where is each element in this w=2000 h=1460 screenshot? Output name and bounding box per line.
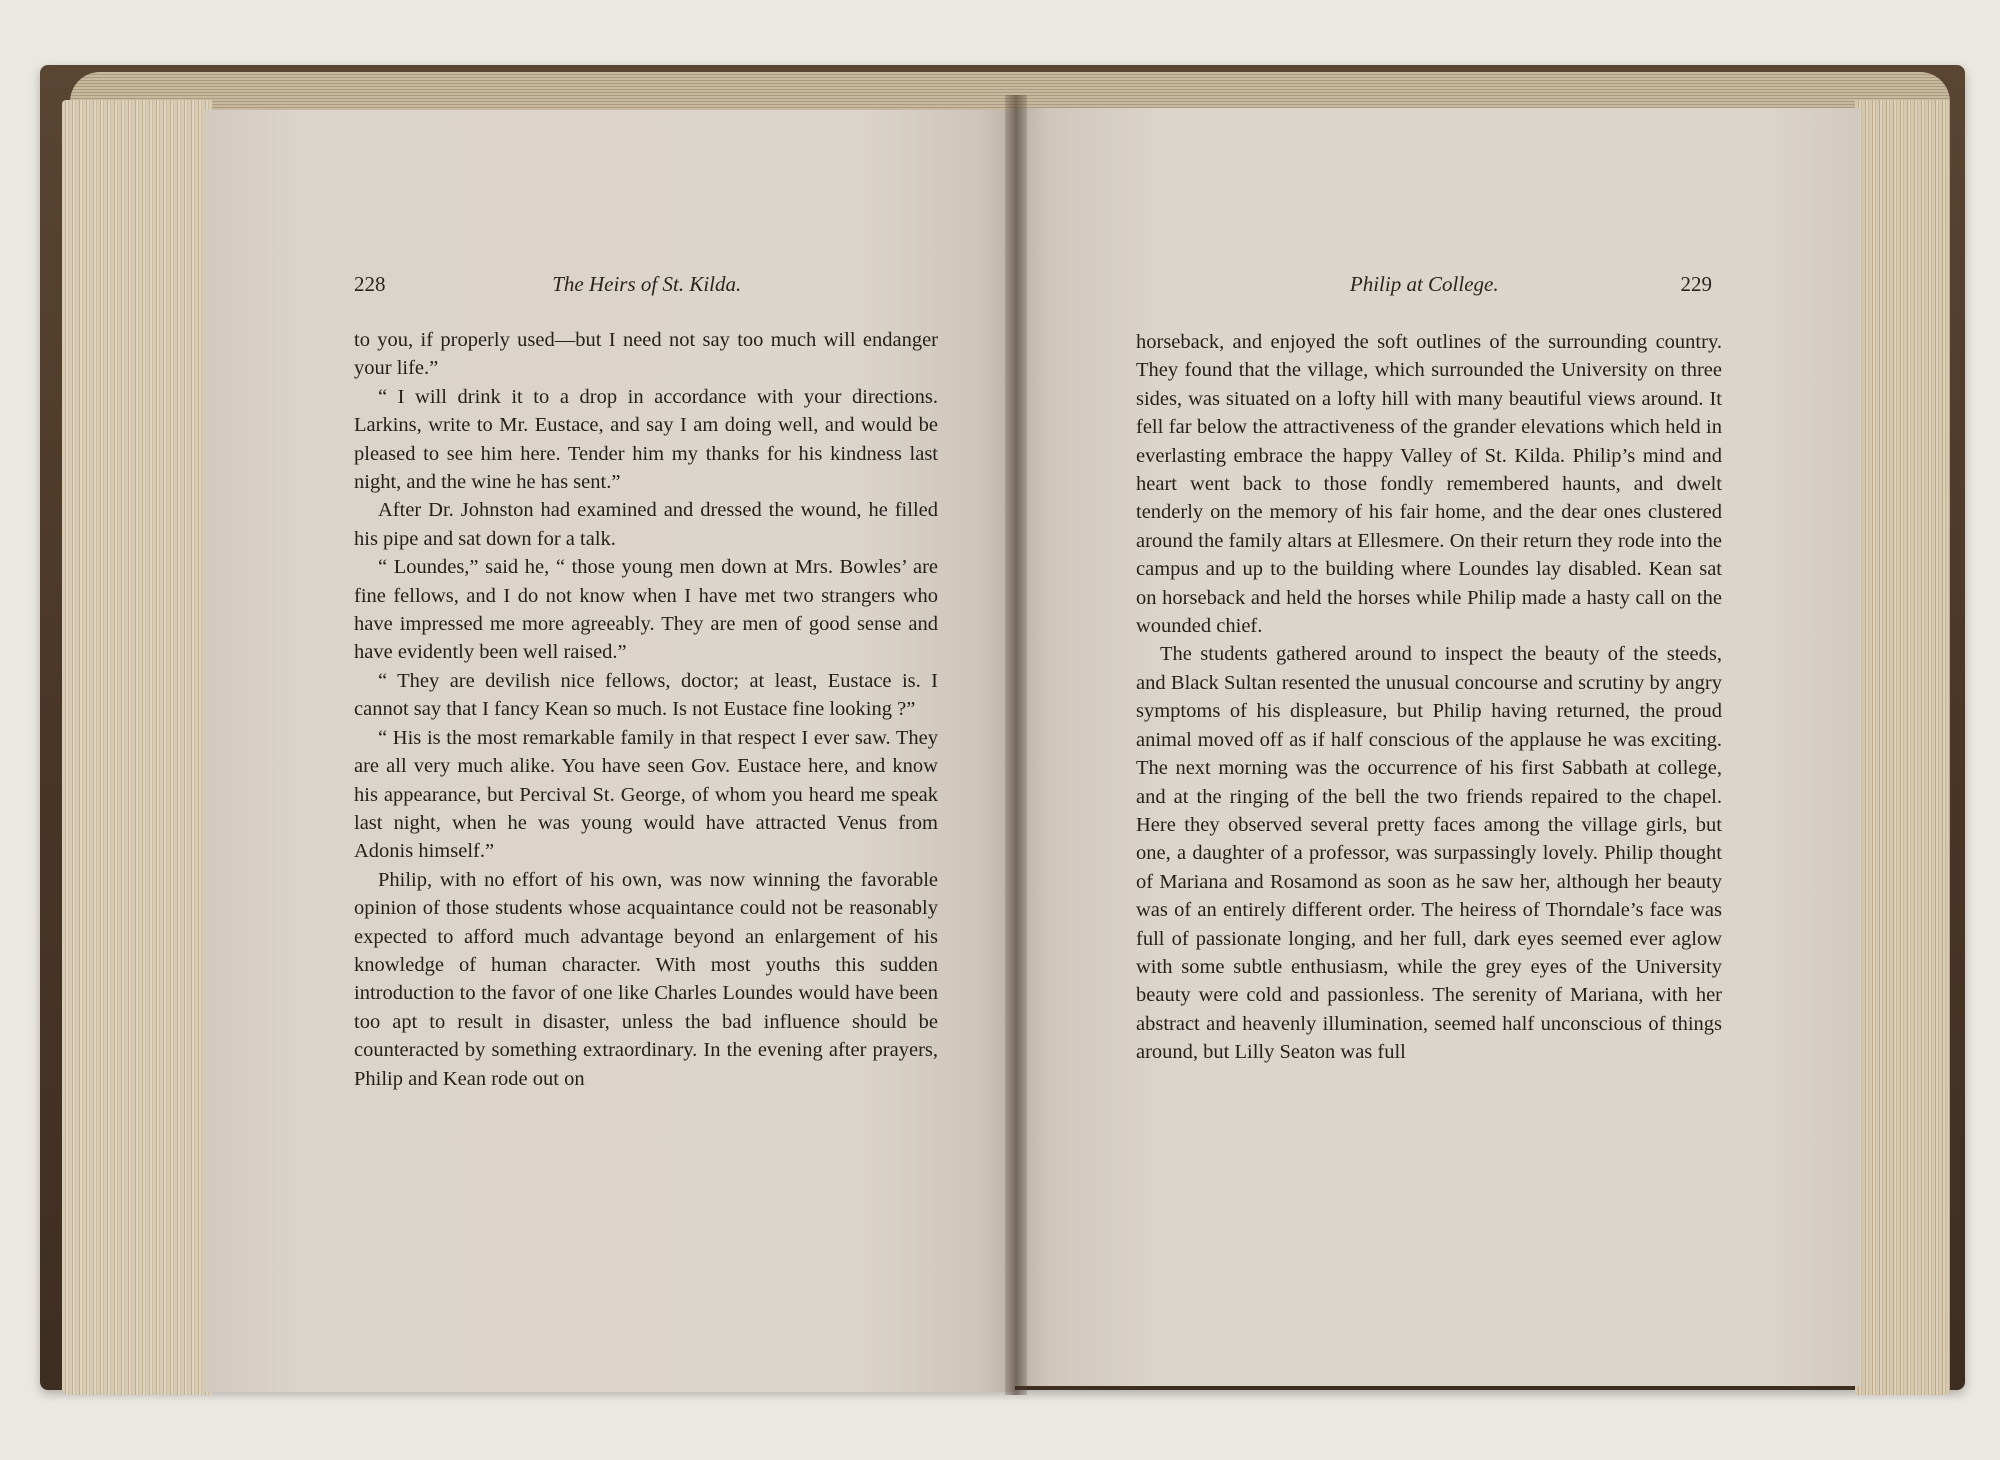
page-edges-right	[1855, 100, 1950, 1395]
right-running-title: Philip at College.	[1349, 272, 1499, 296]
right-page-text	[1136, 328, 1722, 1067]
left-page-text	[354, 326, 938, 1093]
paragraph: “ Loundes,” said he, “ those young men down at Mrs. Bowles’ are fine fellows, and I do not know when I have met two strangers who have impressed me more agreeably. They are men of good sense and have evidently been well raised.”	[354, 556, 938, 664]
left-running-title: The Heirs of St. Kilda.	[552, 272, 742, 296]
paragraph: “ I will drink it to a drop in accordance with your directions. Larkins, write to Mr. Eustace, and say I am doing well, and would be pleased to see him here. Tender him my thanks for his kindness last night, and the wine he has sent.”	[354, 385, 938, 494]
right-page-number: 229	[1680, 272, 1712, 296]
right-running-head	[1138, 272, 1712, 297]
paragraph: horseback, and enjoyed the soft outlines of the surrounding country. They found that the village, which surrounded the University on three sides, was situated on a lofty hill with many beautiful views around. It fell far below the attractiveness of the grander elevations which held in everlasting embrace the happy Valley of St. Kilda. Philip’s mind and heart went back to those fondly remembered haunts, and dwelt tenderly on the memory of his fair home, and the dear ones clustered around the family altars at Ellesmere. On their return they rode into the campus and up to the building where Loundes lay disabled. Kean sat on horseback and held the horses while Philip made a hasty call on the wounded chief.	[1136, 331, 1722, 638]
paragraph: Philip, with no effort of his own, was now winning the favorable opinion of those students whose acquaintance could not be reasonably expected to afford much advantage beyond an enlargement of his knowledge of human character. With most youths this sudden introduction to the favor of one like Charles Loundes would have been too apt to result in disaster, unless the bad influence should be counteracted by something extraordinary. In the evening after prayers, Philip and Kean rode out on	[354, 868, 938, 1090]
page-edges-left	[62, 100, 212, 1395]
left-page-number: 228	[354, 272, 386, 296]
left-running-head	[354, 272, 938, 297]
book-gutter	[1005, 95, 1027, 1395]
paragraph: “ They are devilish nice fellows, doctor; at least, Eustace is. I cannot say that I fancy Kean so much. Is not Eustace fine looking ?”	[354, 669, 938, 721]
paragraph: The students gathered around to inspect the beauty of the steeds, and Black Sultan resented the unusual concourse and scrutiny by angry symptoms of his displeasure, but Philip having returned, the proud animal moved off as if half conscious of the applause he was exciting. The next morning was the occurrence of his first Sabbath at college, and at the ringing of the bell the two friends repaired to the chapel. Here they observed several pretty faces among the village girls, but one, a daughter of a professor, was surpassingly lovely. Philip thought of Mariana and Rosamond as soon as he saw her, although her beauty was of an entirely different order. The heiress of Thorndale’s face was full of passionate longing, and her full, dark eyes seemed ever aglow with some subtle enthusiasm, while the grey eyes of the University beauty were cold and passionless. The serenity of Mariana, with her abstract and heavenly illumination, seemed half unconscious of things around, but Lilly Seaton was full	[1136, 643, 1722, 1064]
paragraph: After Dr. Johnston had examined and dressed the wound, he filled his pipe and sat down for a talk.	[354, 499, 938, 550]
paragraph: “ His is the most remarkable family in that respect I ever saw. They are all very much alike. You have seen Gov. Eustace here, and know his appearance, but Percival St. George, of whom you heard me speak last night, when he was young would have attracted Venus from Adonis himself.”	[354, 726, 938, 863]
paragraph: to you, if properly used—but I need not say too much will endanger your life.”	[354, 329, 938, 380]
